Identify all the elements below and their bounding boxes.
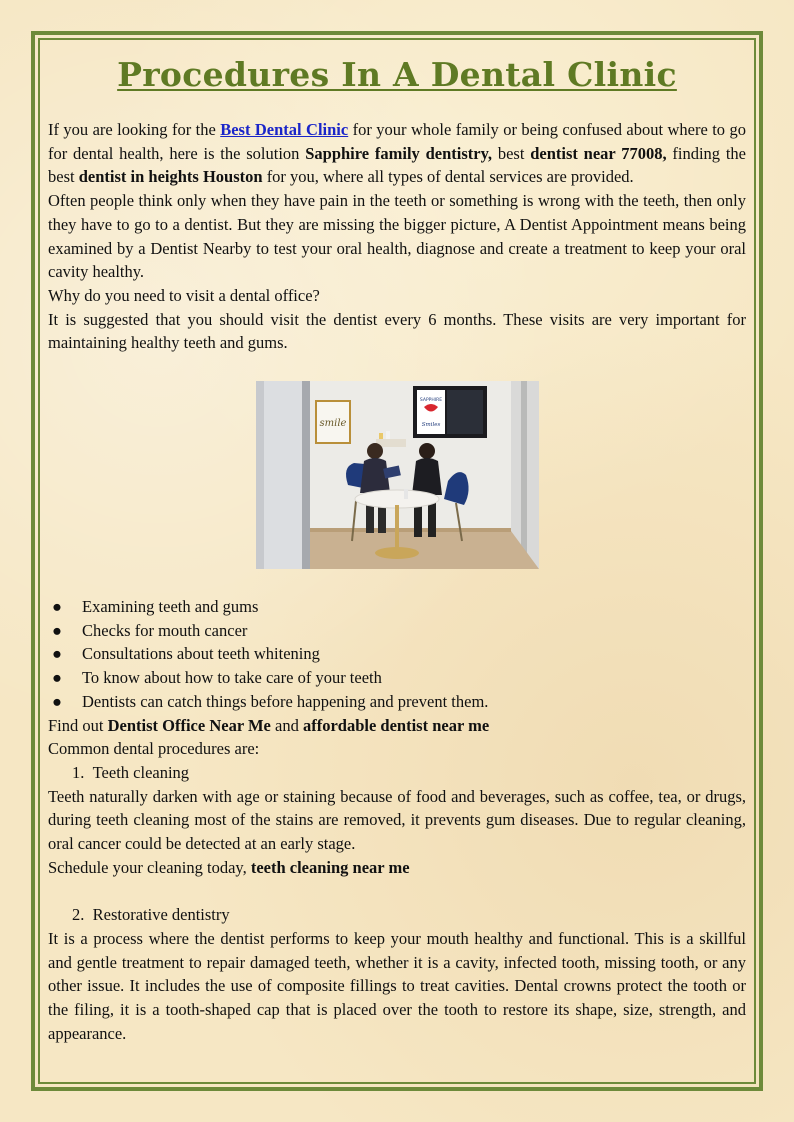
procedure-1-number: 1. bbox=[72, 762, 85, 782]
intro-bold-heights: dentist in heights Houston bbox=[78, 167, 263, 187]
paragraph-bigger-picture: Often people think only when they have pain in the teeth or something is wrong with the teeth, then only they have to go to a dentist. But they are missing the bigger picture, A Dentist Appointment means being examined by a Dentist Nearby to test your oral health, diagnose and create a treatment to keep your oral cavity healthy. bbox=[48, 191, 746, 282]
checkup-benefits-list bbox=[48, 595, 746, 714]
procedure-1-label: Teeth cleaning bbox=[92, 762, 190, 782]
intro-bold-sapphire: Sapphire family dentistry, bbox=[305, 143, 493, 163]
clinic-consultation-image bbox=[256, 381, 539, 569]
find-out-and: and bbox=[270, 715, 303, 735]
spacer bbox=[48, 879, 746, 903]
procedure-2-text: It is a process where the dentist performs to keep your mouth healthy and functional. This is a skillful and gentle treatment to repair damaged teeth, whether it is a cavity, infected tooth, missing tooth, or any other issue. It includes the use of composite fillings to treat cavities. Dental crowns protect the tooth or the filing, it is a tooth-shaped cap that is placed over the tooth to restore its shape, size, strength, and appearance. bbox=[48, 928, 746, 1043]
bullet-icon: ● bbox=[52, 691, 62, 711]
intro-text-3: best bbox=[492, 143, 531, 163]
tv-sign-line2: Smiles bbox=[421, 422, 441, 429]
list-item-text: Consultations about teeth whitening bbox=[82, 644, 320, 664]
bullet-icon: ● bbox=[52, 644, 62, 664]
list-item-text: Checks for mouth cancer bbox=[82, 620, 248, 640]
intro-paragraph bbox=[48, 118, 746, 189]
intro-bold-dentist-near: dentist near 77008, bbox=[530, 143, 667, 163]
intro-text-5: for you, where all types of dental services are provided. bbox=[262, 167, 634, 187]
schedule-line bbox=[48, 856, 746, 880]
find-out-line bbox=[48, 714, 746, 738]
list-item bbox=[48, 666, 746, 690]
list-item bbox=[48, 642, 746, 666]
schedule-text: Schedule your cleaning today, bbox=[48, 857, 251, 877]
dentist-office-near-me: Dentist Office Near Me bbox=[107, 715, 271, 735]
teeth-cleaning-near-me: teeth cleaning near me bbox=[250, 857, 410, 877]
find-out-text: Find out bbox=[48, 715, 108, 735]
bullet-icon: ● bbox=[52, 620, 62, 640]
bullet-icon: ● bbox=[52, 668, 62, 688]
clinic-photo bbox=[256, 381, 539, 569]
procedure-2-heading bbox=[48, 903, 746, 927]
list-item bbox=[48, 619, 746, 643]
question-heading: Why do you need to visit a dental office? bbox=[48, 285, 320, 305]
list-item-text: To know about how to take care of your teeth bbox=[82, 668, 382, 688]
intro-text-2: for your whole family or being confused about where to go for dental health, here is the solution bbox=[48, 120, 746, 163]
procedure-2-number: 2. bbox=[72, 905, 85, 925]
page-title: Procedures In A Dental Clinic bbox=[117, 55, 677, 94]
frame-text: smile bbox=[319, 418, 347, 430]
list-item-text: Examining teeth and gums bbox=[82, 597, 259, 617]
procedure-2-label: Restorative dentistry bbox=[92, 905, 230, 925]
intro-text-4: finding the best bbox=[48, 143, 746, 187]
common-procedures-heading: Common dental procedures are: bbox=[48, 739, 260, 759]
affordable-dentist-near-me: affordable dentist near me bbox=[302, 715, 490, 735]
best-dental-clinic-link[interactable]: Best Dental Clinic bbox=[220, 120, 349, 139]
list-item bbox=[48, 690, 746, 714]
intro-text-1: If you are looking for the bbox=[48, 120, 221, 139]
list-item bbox=[48, 595, 746, 619]
procedure-1-heading bbox=[48, 761, 746, 785]
paragraph-six-months: It is suggested that you should visit the dentist every 6 months. These visits are very important for maintaining healthy teeth and gums. bbox=[48, 309, 746, 353]
bullet-icon: ● bbox=[52, 597, 62, 617]
list-item-text: Dentists can catch things before happening and prevent them. bbox=[82, 691, 489, 711]
tv-sign-line1: SAPPHIRE bbox=[419, 398, 443, 404]
document-body bbox=[48, 48, 746, 1045]
procedure-1-text: Teeth naturally darken with age or staining because of food and beverages, such as coffee, tea, or drugs, during teeth cleaning most of the stains are removed, it prevents gum diseases. Due to regular cleaning, oral cancer could be detected at an early stage. bbox=[48, 786, 746, 854]
